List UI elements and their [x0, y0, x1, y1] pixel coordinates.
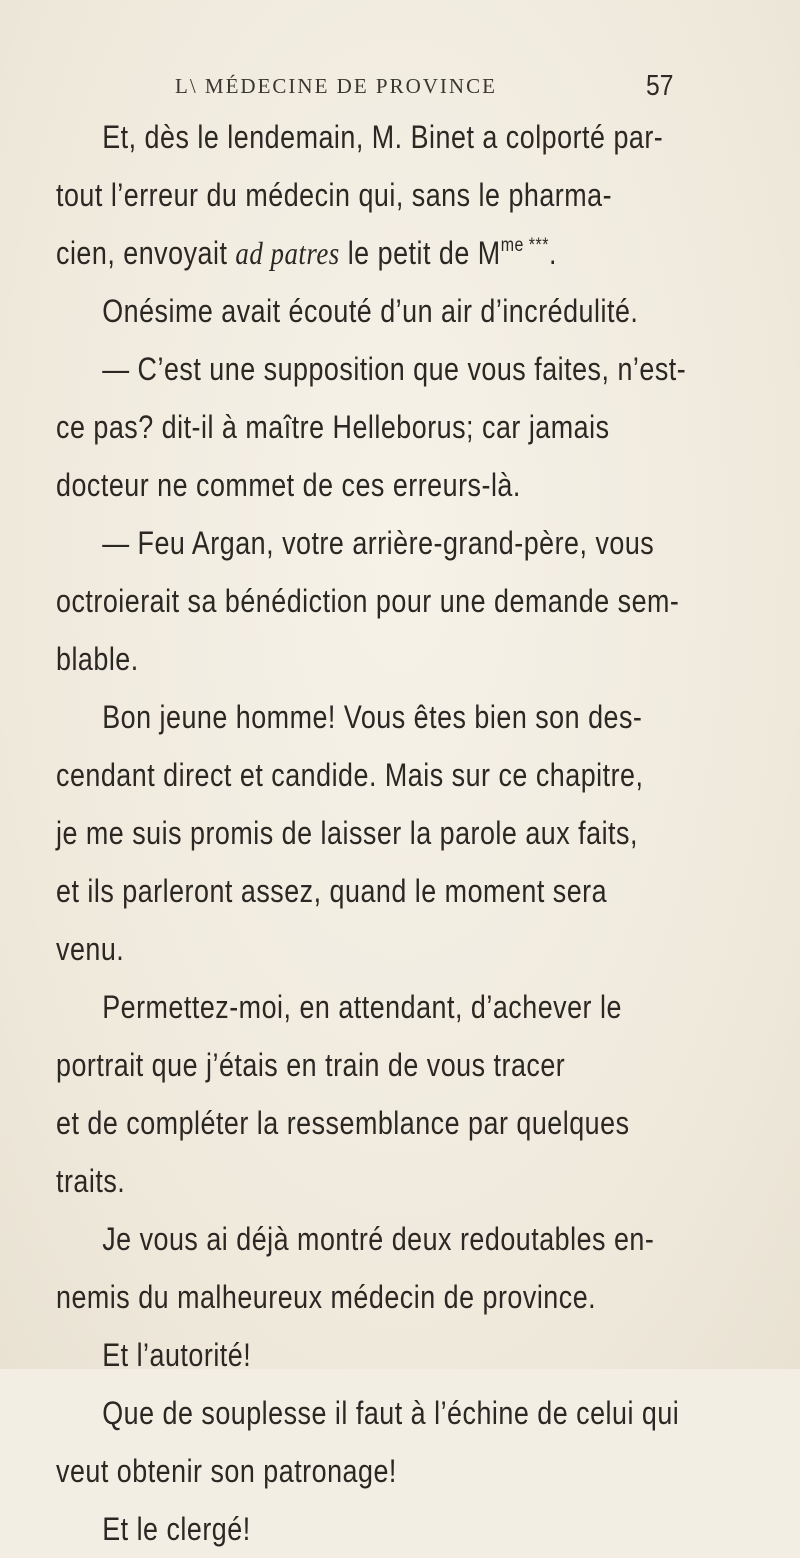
text-line: et de compléter la ressemblance par quelques — [56, 1105, 630, 1141]
text-line: et ils parleront assez, quand le moment sera — [56, 873, 608, 909]
text-line: Et le clergé! — [102, 1511, 251, 1547]
italic-phrase: ad patres — [235, 235, 340, 271]
text-line: Que de souplesse il faut à l’échine de celui qui — [102, 1395, 680, 1431]
text-line: venu. — [56, 931, 125, 967]
text-line: Et, dès le lendemain, M. Binet a colporté par- — [102, 119, 664, 155]
superscript: me *** — [500, 235, 549, 256]
text-line — [56, 224, 594, 282]
text-line: blable. — [56, 641, 139, 677]
text-segment: cien, envoyait — [56, 235, 236, 271]
body-text — [56, 108, 696, 1558]
text-line: Bon jeune homme! Vous êtes bien son des- — [102, 699, 643, 735]
text-line: Et l’autorité! — [102, 1337, 252, 1373]
text-line: portrait que j’étais en train de vous tracer — [56, 1047, 566, 1083]
text-segment: . — [548, 235, 557, 271]
text-line: ce pas? dit-il à maître Helleborus; car jamais — [56, 409, 610, 445]
text-line: Permettez-moi, en attendant, d’achever le — [102, 989, 622, 1025]
text-line: traits. — [56, 1163, 126, 1199]
text-line: cendant direct et candide. Mais sur ce chapitre, — [56, 757, 644, 793]
text-line: nemis du malheureux médecin de province. — [56, 1279, 597, 1315]
text-line: tout l’erreur du médecin qui, sans le pharma- — [56, 177, 613, 213]
text-line: je me suis promis de laisser la parole aux faits, — [56, 815, 638, 851]
text-segment: le petit de M — [339, 235, 501, 271]
text-line: octroierait sa bénédiction pour une demande sem- — [56, 583, 680, 619]
running-head-title: L\ MÉDECINE DE PROVINCE — [175, 74, 497, 98]
text-line: veut obtenir son patronage! — [56, 1453, 397, 1489]
page-number: 57 — [646, 70, 674, 102]
text-line: — Feu Argan, votre arrière-grand-père, vous — [102, 525, 655, 561]
text-line: Je vous ai déjà montré deux redoutables en- — [102, 1221, 655, 1257]
text-line: docteur ne commet de ces erreurs-là. — [56, 467, 521, 503]
text-line: Onésime avait écouté d’un air d’incrédulité. — [102, 293, 639, 329]
text-line: — C’est une supposition que vous faites, n’est- — [102, 351, 687, 387]
